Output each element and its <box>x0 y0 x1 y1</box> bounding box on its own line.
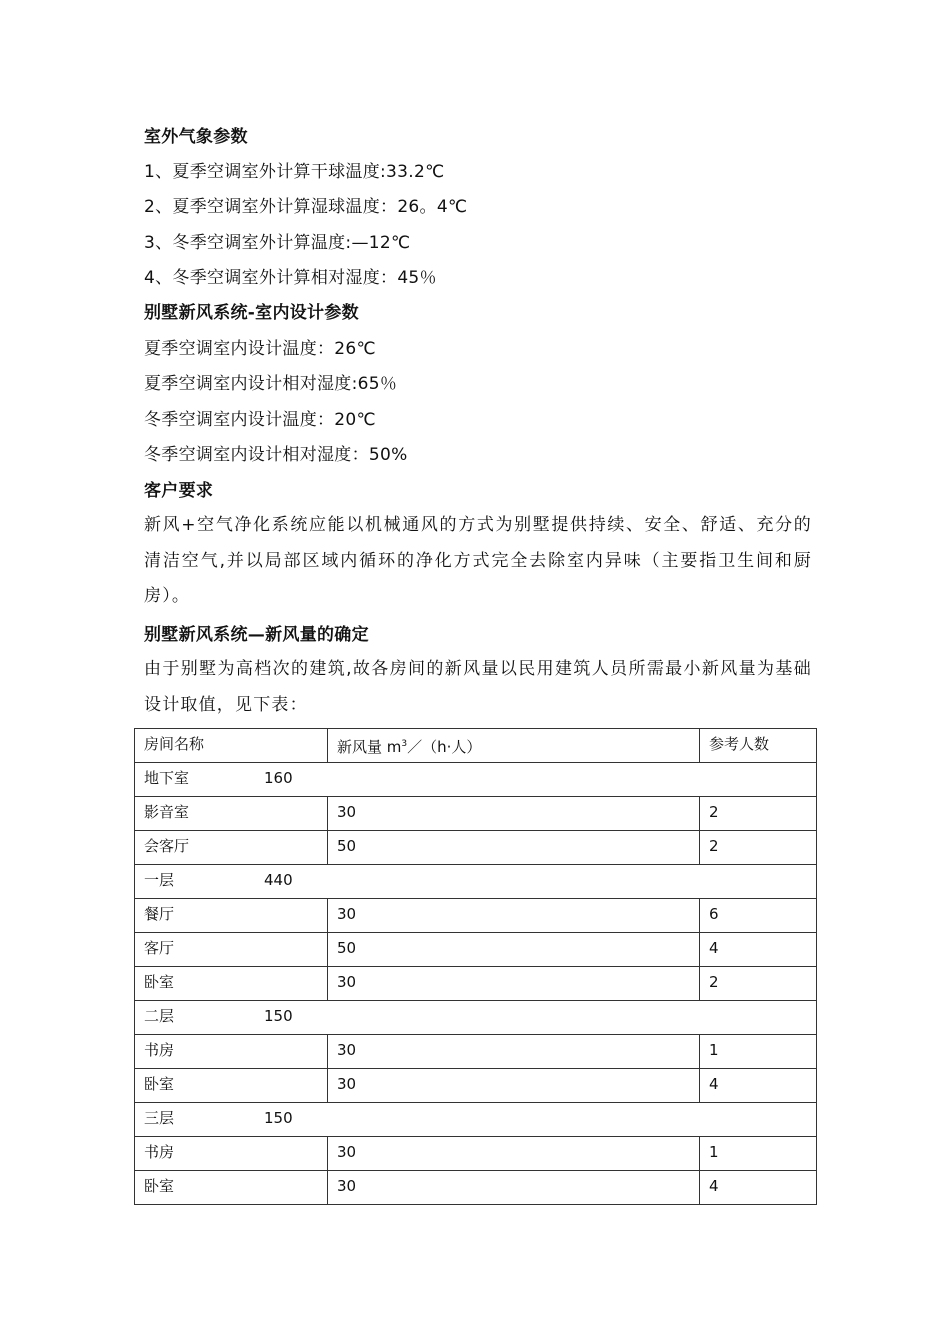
header-volume-suffix: ／（h·人） <box>407 738 482 756</box>
floor-name: 地下室 <box>144 769 190 787</box>
floor-total-volume: 150 <box>264 1007 293 1025</box>
floor-total-volume: 160 <box>264 769 293 787</box>
cell-room: 客厅 <box>135 933 328 967</box>
header-volume <box>328 729 700 763</box>
table-row <box>135 1069 817 1103</box>
table-row <box>135 899 817 933</box>
cell-room: 书房 <box>135 1137 328 1171</box>
section-title-indoor: 别墅新风系统-室内设计参数 <box>144 303 359 323</box>
cell-people: 1 <box>700 1035 817 1069</box>
floor-row <box>135 1103 817 1137</box>
cell-people: 2 <box>700 967 817 1001</box>
cell-volume: 30 <box>328 1069 700 1103</box>
section-title-volume: 别墅新风系统—新风量的确定 <box>144 625 369 645</box>
floor-total-volume: 150 <box>264 1109 293 1127</box>
indoor-item-4: 冬季空调室内设计相对湿度：50% <box>144 445 408 465</box>
cell-room: 餐厅 <box>135 899 328 933</box>
header-volume-prefix: 新风量 m <box>337 738 402 756</box>
cell-volume: 30 <box>328 1035 700 1069</box>
header-room: 房间名称 <box>135 729 328 763</box>
section-title-outdoor: 室外气象参数 <box>144 127 248 147</box>
client-requirement-text: 新风+空气净化系统应能以机械通风的方式为别墅提供持续、安全、舒适、充分的清洁空气,并以局部区域内循环的净化方式完全去除室内异味（主要指卫生间和厨房）。 <box>144 515 812 606</box>
outdoor-item-1: 1、夏季空调室外计算干球温度:33.2℃ <box>144 162 445 182</box>
cell-room: 卧室 <box>135 967 328 1001</box>
outdoor-item-2: 2、夏季空调室外计算湿球温度：26。4℃ <box>144 197 468 217</box>
outdoor-item-4: 4、冬季空调室外计算相对湿度：45％ <box>144 268 437 288</box>
floor-cell <box>135 763 817 797</box>
cell-volume: 50 <box>328 831 700 865</box>
cell-people: 6 <box>700 899 817 933</box>
cell-people: 2 <box>700 797 817 831</box>
cell-people: 1 <box>700 1137 817 1171</box>
cell-volume: 30 <box>328 1171 700 1205</box>
cell-people: 2 <box>700 831 817 865</box>
table-row <box>135 1035 817 1069</box>
cell-volume: 30 <box>328 899 700 933</box>
volume-intro-text: 由于别墅为高档次的建筑,故各房间的新风量以民用建筑人员所需最小新风量为基础设计取值，见下表： <box>144 659 812 715</box>
header-volume-sup: 3 <box>401 739 408 749</box>
cell-room: 影音室 <box>135 797 328 831</box>
floor-name: 二层 <box>144 1007 175 1025</box>
section-title-client: 客户要求 <box>144 481 214 501</box>
table-row <box>135 831 817 865</box>
cell-volume: 50 <box>328 933 700 967</box>
table-header-row <box>135 729 817 763</box>
cell-room: 卧室 <box>135 1069 328 1103</box>
cell-people: 4 <box>700 933 817 967</box>
outdoor-item-3: 3、冬季空调室外计算温度:—12℃ <box>144 233 411 253</box>
cell-volume: 30 <box>328 967 700 1001</box>
floor-cell <box>135 1103 817 1137</box>
cell-people: 4 <box>700 1171 817 1205</box>
cell-people: 4 <box>700 1069 817 1103</box>
table-row <box>135 933 817 967</box>
floor-cell <box>135 1001 817 1035</box>
floor-total-volume: 440 <box>264 871 293 889</box>
header-people: 参考人数 <box>700 729 817 763</box>
floor-row <box>135 1001 817 1035</box>
cell-volume: 30 <box>328 797 700 831</box>
floor-name: 三层 <box>144 1109 175 1127</box>
cell-room: 卧室 <box>135 1171 328 1205</box>
table-row <box>135 797 817 831</box>
indoor-item-1: 夏季空调室内设计温度：26℃ <box>144 339 376 359</box>
floor-row <box>135 763 817 797</box>
cell-room: 会客厅 <box>135 831 328 865</box>
floor-row <box>135 865 817 899</box>
table-row <box>135 1171 817 1205</box>
floor-cell <box>135 865 817 899</box>
table-row <box>135 967 817 1001</box>
cell-volume: 30 <box>328 1137 700 1171</box>
indoor-item-3: 冬季空调室内设计温度：20℃ <box>144 410 376 430</box>
indoor-item-2: 夏季空调室内设计相对湿度:65％ <box>144 374 398 394</box>
table-row <box>135 1137 817 1171</box>
fresh-air-table <box>134 728 817 1205</box>
floor-name: 一层 <box>144 871 175 889</box>
cell-room: 书房 <box>135 1035 328 1069</box>
